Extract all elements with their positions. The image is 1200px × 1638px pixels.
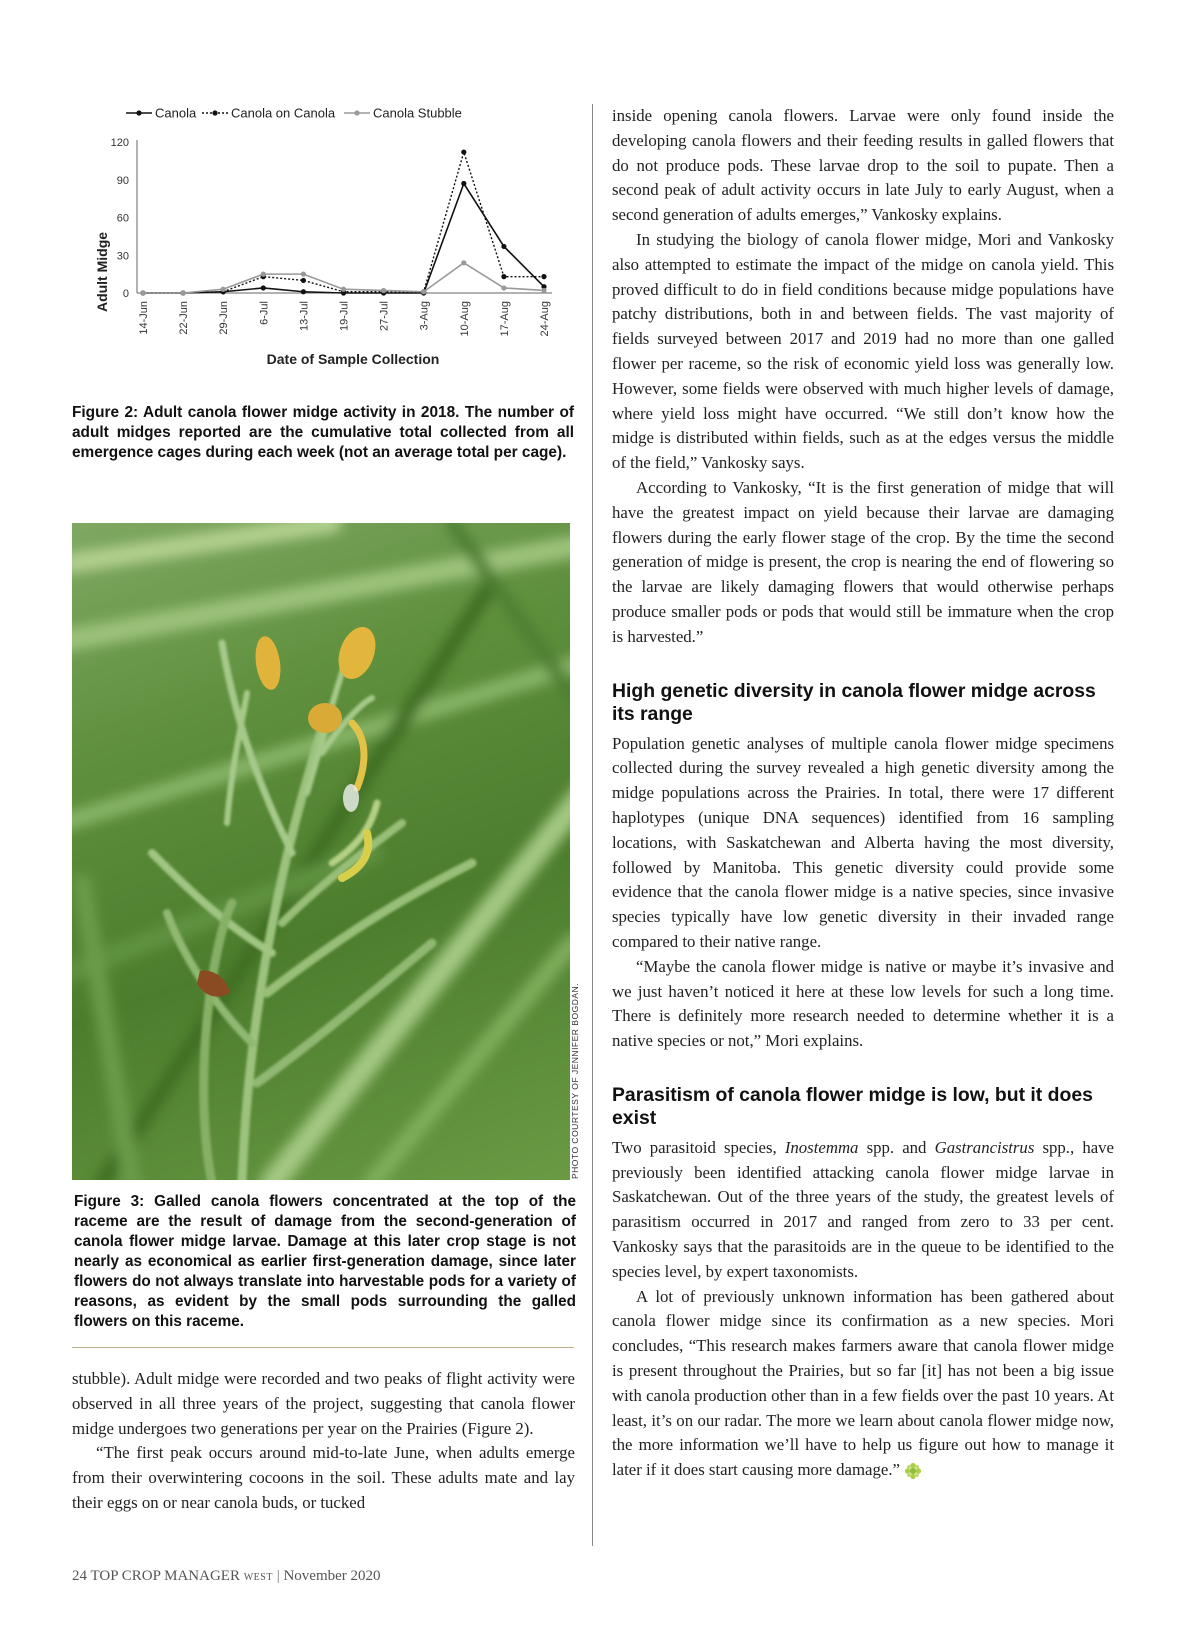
x-tick-label: 24-Aug	[539, 301, 551, 337]
left-column-body	[72, 1367, 575, 1516]
data-point	[261, 272, 266, 277]
data-point	[461, 149, 466, 154]
y-axis-label: Adult Midge	[94, 231, 110, 313]
page-footer	[72, 1568, 381, 1585]
column-divider-rule	[592, 104, 593, 1546]
x-tick-label: 10-Aug	[458, 301, 471, 337]
x-tick-label: 3-Aug	[418, 301, 431, 331]
end-mark-leaf-icon	[904, 1462, 922, 1480]
text-run: Two parasitoid species,	[612, 1137, 785, 1157]
x-tick-label: 19-Jul	[338, 301, 351, 331]
data-point	[301, 278, 306, 283]
x-tick-label: 6-Jul	[258, 301, 271, 325]
data-point	[461, 260, 466, 265]
data-point	[140, 290, 145, 295]
x-tick-label: 27-Jul	[378, 301, 391, 331]
footer-separator: |	[276, 1568, 280, 1584]
body-paragraph: inside opening canola flowers. Larvae were only found inside the developing canola flowers and their feeding results in galled flowers that do not produce pods. These larvae drop to the soil to pupate. Then a second peak of adult activity occurs in late July to early August, when a second generation of adults emerges,” Vankosky explains.	[612, 106, 1114, 225]
y-tick-label: 60	[116, 212, 129, 225]
series-line-canola-on-canola	[143, 152, 544, 293]
y-tick-label: 0	[122, 288, 129, 300]
body-paragraph: stubble). Adult midge were recorded and two peaks of flight activity were observed in all three years of the project, suggesting that canola flower midge undergoes two generations per year on the Prairies (Figure 2).	[72, 1369, 575, 1438]
body-paragraph: “The first peak occurs around mid-to-late June, when adults emerge from their overwintering cocoons in the soil. These adults mate and lay their eggs on or near canola buds, or tucked	[72, 1443, 575, 1512]
figure-divider-rule	[72, 1347, 574, 1348]
x-tick-label: 13-Jul	[298, 301, 311, 331]
body-paragraph: In studying the biology of canola flower midge, Mori and Vankosky also attempted to estimate the impact of the midge on canola yield. This proved difficult to do in field conditions because midge populations have patchy distributions, both in and between fields. The vast majority of fields surveyed between 2017 and 2019 had no more than one galled flower per raceme, so the risk of economic yield loss was generally low. However, some fields were observed with much higher levels of damage, where yield loss might have occurred. “We still don’t know how the midge is distributed within fields, such as at the edges versus the middle of the field,” Vankosky says.	[612, 229, 1114, 473]
legend-label: Canola Stubble	[373, 105, 462, 121]
data-point	[421, 289, 426, 294]
magazine-name: TOP CROP MANAGER	[90, 1568, 240, 1584]
page-number: 24	[72, 1568, 87, 1584]
species-name: Inostemma	[784, 1137, 859, 1157]
x-tick-label: 17-Aug	[498, 301, 511, 337]
x-tick-label: 14-Jun	[138, 301, 150, 335]
body-paragraph	[612, 1136, 1114, 1285]
figure-3-caption: Figure 3: Galled canola flowers concentrated at the top of the raceme are the result of damage from the second-generation of canola flower midge larvae. Damage at this later crop stage is not nearly as economical as earlier first-generation damage, since later flowers do not always translate into harvestable pods for a variety of reasons, as evident by the small pods surrounding the galled flowers on this raceme.	[74, 1193, 576, 1330]
legend-label: Canola	[155, 105, 197, 121]
right-column-body	[612, 104, 1114, 1483]
data-point	[501, 244, 506, 249]
adult-midge-line-chart	[80, 100, 580, 380]
x-tick-label: 22-Jun	[178, 301, 191, 335]
galled-flowers	[197, 622, 382, 997]
body-paragraph: According to Vankosky, “It is the first generation of midge that will have the greatest impact on yield because their larvae are damaging flowers during the early flower stage of the crop. By the time the second generation of midge is present, the crop is nearing the end of flowering so the larvae are likely damaging flowers that would otherwise perhaps produce smaller pods or pods that would still be immature when the crop is harvested.”	[612, 477, 1114, 646]
data-point	[301, 289, 306, 294]
galled-canola-flowers-illustration	[72, 523, 570, 1180]
data-point	[181, 290, 186, 295]
chart-series	[140, 149, 546, 295]
body-paragraph: Population genetic analyses of multiple canola flower midge specimens collected during the survey revealed a high genetic diversity among the midge populations across the Prairies. In total, there were 17 different haplotypes (unique DNA sequences) identified from 16 sampling locations, with Saskatchewan and Alberta having the most diversity, followed by Manitoba. This genetic diversity could provide some evidence that the canola flower midge is a native species, since invasive species typically have low genetic diversity in their invaded range compared to their native range.	[612, 733, 1114, 951]
data-point	[501, 274, 506, 279]
y-tick-label: 90	[116, 174, 129, 187]
data-point	[261, 285, 266, 290]
canola-raceme-photo	[72, 523, 570, 1180]
text-run: spp. and	[858, 1137, 935, 1157]
chart-axes	[111, 137, 552, 336]
series-line-canola	[143, 184, 544, 293]
data-point	[501, 285, 506, 290]
section-heading-parasitism: Parasitism of canola flower midge is low, but it does exist	[612, 1083, 1093, 1129]
body-paragraph: “Maybe the canola flower midge is native or maybe it’s invasive and we just haven’t noticed it here at these low levels for such a long time. There is definitely more research needed to determine whether it is a native species or not,” Mori explains.	[612, 956, 1114, 1051]
x-axis-label: Date of Sample Collection	[266, 351, 440, 367]
data-point	[341, 287, 346, 292]
data-point	[381, 288, 386, 293]
photo-credit: PHOTO COURTESY OF JENNIFER BOGDAN.	[570, 983, 580, 1179]
data-point	[541, 288, 546, 293]
data-point	[221, 287, 226, 292]
legend-label: Canola on Canola	[231, 105, 336, 121]
data-point	[541, 274, 546, 279]
text-run: spp., have previously been identified attacking canola flower midge larvae in Saskatchewan. Out of the three years of the study, the greatest levels of parasitism occurred in 2017 and ranged from zero to 33 per cent. Vankosky says that the parasitoids are in the queue to be identified to the species level, by expert taxonomists.	[612, 1137, 1114, 1281]
text-run: A lot of previously unknown information has been gathered about canola flower midge since its confirmation as a new species. Mori concludes, “This research makes farmers aware that canola flower midge is present throughout the Prairies, but so far [it] has not been a big issue with canola production other than in a few fields over the past 10 years. At least, it’s on our radar. The more we learn about canola flower midge now, the more information we’ll have to help us figure out how to manage it later if it does start causing more damage.”	[612, 1286, 1114, 1480]
magazine-edition: WEST	[243, 1572, 273, 1583]
data-point	[461, 181, 466, 186]
chart-legend	[126, 106, 462, 121]
figure-2-caption: Figure 2: Adult canola flower midge activity in 2018. The number of adult midges reported are the cumulative total collected from all emergence cages during each week (not an average total per cage).	[72, 404, 574, 461]
y-tick-label: 120	[110, 137, 129, 149]
legend-marker	[212, 110, 217, 115]
legend-marker	[136, 110, 141, 115]
species-name: Gastrancistrus	[934, 1137, 1035, 1157]
issue-date: November 2020	[283, 1568, 381, 1584]
data-point	[301, 272, 306, 277]
section-heading-genetic-diversity: High genetic diversity in canola flower midge across its range	[612, 679, 1096, 725]
legend-marker	[354, 110, 359, 115]
x-tick-label: 29-Jun	[218, 301, 231, 335]
y-tick-label: 30	[116, 250, 129, 263]
body-paragraph	[612, 1285, 1114, 1483]
